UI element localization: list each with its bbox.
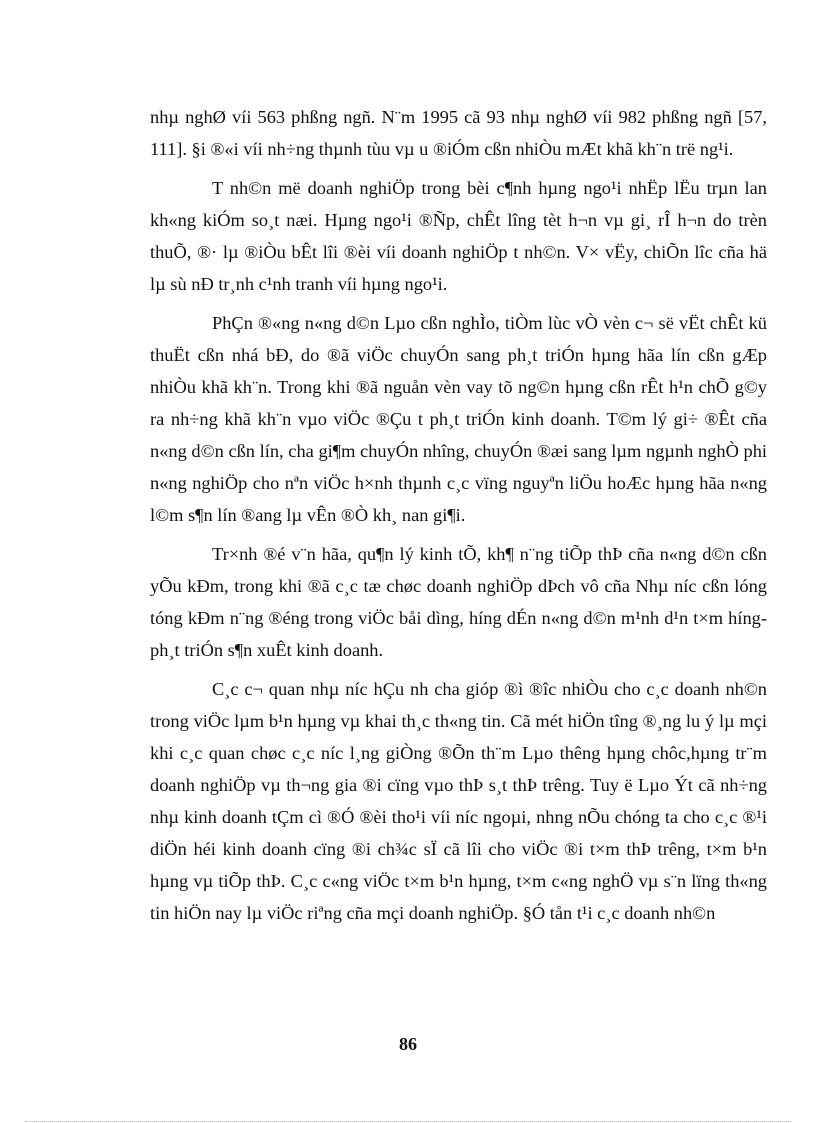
paragraph: nhµ nghØ víi 563 phßng ngñ. N¨m 1995 cã 93 nhµ nghØ víi 982 phßng ngñ [57, 111]. §i ®«i víi nh÷ng thµnh tùu vµ u ®iÓm cßn nhiÒu mÆt khã kh¨n trë ng¹i.	[150, 107, 767, 159]
paragraph: Tr×nh ®é v¨n hãa, qu¶n lý kinh tÕ, kh¶ n¨ng tiÕp thÞ cña n«ng d©n cßn yÕu kÐm, trong khi ®ã c¸c tæ chøc doanh nghiÖp dÞch vô cña Nhµ níc cßn lóng tóng kÐm n¨ng ®éng trong viÖc båi dìng, híng dÉn n«ng d©n m¹nh d¹n t×m híng ph¸t triÓn s¶n xuÊt kinh doanh.	[150, 544, 767, 660]
page-number: 86	[399, 1034, 417, 1054]
paragraph: PhÇn ®«ng n«ng d©n Lµo cßn nghÌo, tiÒm lùc vÒ vèn c¬ së vËt chÊt kü thuËt cßn nhá bÐ, do ®ã viÖc chuyÓn sang ph¸t triÓn hµng hãa lín cßn gÆp nhiÒu khã kh¨n. Trong khi ®ã nguån vèn vay tõ ng©n hµng cßn rÊt h¹n chÕ g©y ra nh÷ng khã kh¨n vµo viÖc ®Çu t ph¸t triÓn kinh doanh. T©m lý gi÷ ®Êt cña n«ng d©n cßn lín, cha gi¶m chuyÓn nhîng, chuyÓn ®æi sang lµm ngµnh nghÒ phi n«ng nghiÖp cho nªn viÖc h×nh thµnh c¸c vïng nguyªn liÖu hoÆc hµng hãa n«ng l©m s¶n lín ®ang lµ vÊn ®Ò kh¸ nan gi¶i.	[150, 313, 767, 525]
paragraph: C¸c c¬ quan nhµ níc hÇu nh cha gióp ®ì ®îc nhiÒu cho c¸c doanh nh©n trong viÖc lµm b¹n hµng vµ khai th¸c th«ng tin. Cã mét hiÖn tîng ®¸ng lu ý lµ mçi khi c¸c quan chøc c¸c níc l¸ng giÒng ®Õn th¨m Lµo thêng hµng chôc,hµng tr¨m doanh nghiÖp vµ th¬ng gia ®i cïng vµo thÞ s¸t thÞ trêng. Tuy ë Lµo Ýt cã nh÷ng nhµ kinh doanh tÇm cì ®Ó ®èi tho¹i víi níc ngoµi, nhng nÕu chóng ta cho c¸c ®¹i diÖn héi kinh doanh cïng ®i ch¾c sÏ cã lîi cho viÖc ®i t×m thÞ trêng, t×m b¹n hµng vµ tiÕp thÞ. C¸c c«ng viÖc t×m b¹n hµng, t×m c«ng nghÖ vµ s¨n lïng th«ng tin hiÖn nay lµ viÖc riªng cña mçi doanh nghiÖp. §Ó tån t¹i c¸c doanh nh©n	[150, 679, 767, 923]
paragraph: T nh©n më doanh nghiÖp trong bèi c¶nh hµng ngo¹i nhËp lËu trµn lan kh«ng kiÓm so¸t næi. Hµng ngo¹i ®Ñp, chÊt lîng tèt h¬n vµ gi¸ rÎ h¬n do trèn thuÕ, ®· lµ ®iÒu bÊt lîi ®èi víi doanh nghiÖp t nh©n. V× vËy, chiÕn lîc cña hä lµ sù nÐ tr¸nh c¹nh tranh víi hµng ngo¹i.	[150, 178, 767, 294]
body-text	[150, 101, 767, 936]
page-border-line	[25, 1121, 791, 1122]
